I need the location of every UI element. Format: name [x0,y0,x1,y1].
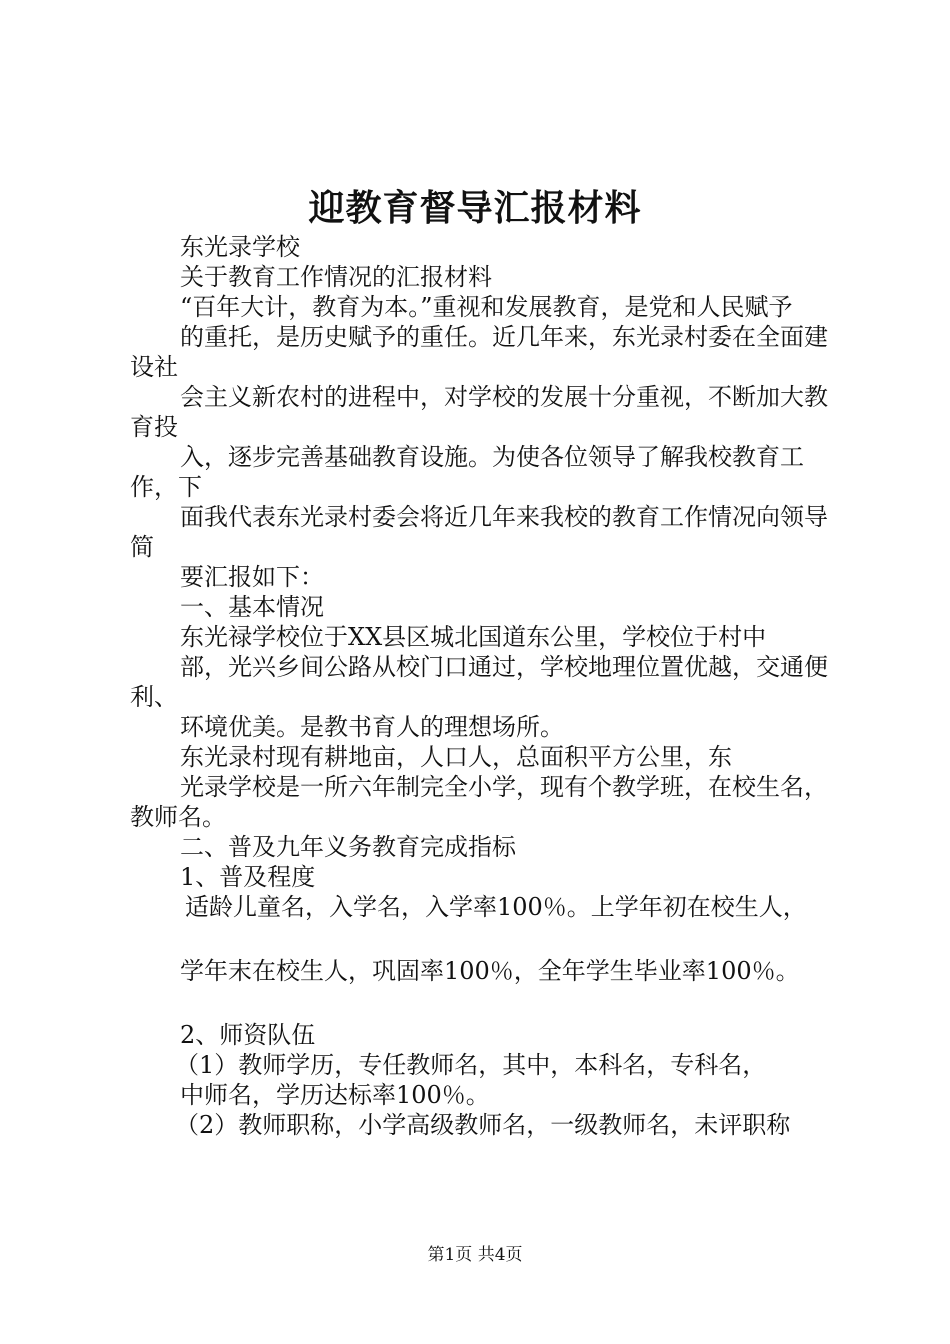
document-title: 迎教育督导汇报材料 [308,187,642,229]
paragraph: 东光录村现有耕地亩，人口人，总面积平方公里，东 [180,743,732,771]
paragraph-subtitle: 关于教育工作情况的汇报材料 [180,263,492,291]
subsection-heading-coverage: 1、普及程度 [180,863,316,891]
paragraph: （1）教师学历，专任教师名，其中，本科名，专科名， [175,1051,767,1079]
section-heading-basic-info: 一、基本情况 [180,593,324,621]
document-body [130,232,840,1140]
page-number-footer: 第1页 共4页 [427,1245,523,1265]
paragraph: 要汇报如下： [180,563,324,591]
paragraph: 东光禄学校位于XX县区城北国道东公里，学校位于村中 [180,623,767,651]
paragraph: （2）教师职称，小学高级教师名，一级教师名，未评职称 [175,1111,791,1139]
paragraph: 的重托，是历史赋予的重任。近几年来，东光录村委在全面建设社 [130,323,828,381]
paragraph: 学年末在校生人，巩固率100％，全年学生毕业率100％。 [180,957,800,985]
paragraph: 会主义新农村的进程中，对学校的发展十分重视，不断加大教育投 [130,383,828,441]
paragraph: 部，光兴乡间公路从校门口通过，学校地理位置优越，交通便利、 [130,653,828,711]
paragraph-school-name: 东光录学校 [180,233,300,261]
section-heading-compulsory-education: 二、普及九年义务教育完成指标 [180,833,516,861]
paragraph: 中师名，学历达标率100％。 [180,1081,490,1109]
paragraph: 光录学校是一所六年制完全小学，现有个教学班，在校生名，教师名。 [130,773,828,831]
paragraph: 入，逐步完善基础教育设施。为使各位领导了解我校教育工作，下 [130,443,804,501]
paragraph: 环境优美。是教书育人的理想场所。 [180,713,564,741]
paragraph: 适龄儿童名，入学名，入学率100％。上学年初在校生人， [185,893,807,921]
subsection-heading-teachers: 2、师资队伍 [180,1021,316,1049]
paragraph: 面我代表东光录村委会将近几年来我校的教育工作情况向领导简 [130,503,828,561]
paragraph: “百年大计，教育为本。”重视和发展教育，是党和人民赋予 [180,293,793,321]
